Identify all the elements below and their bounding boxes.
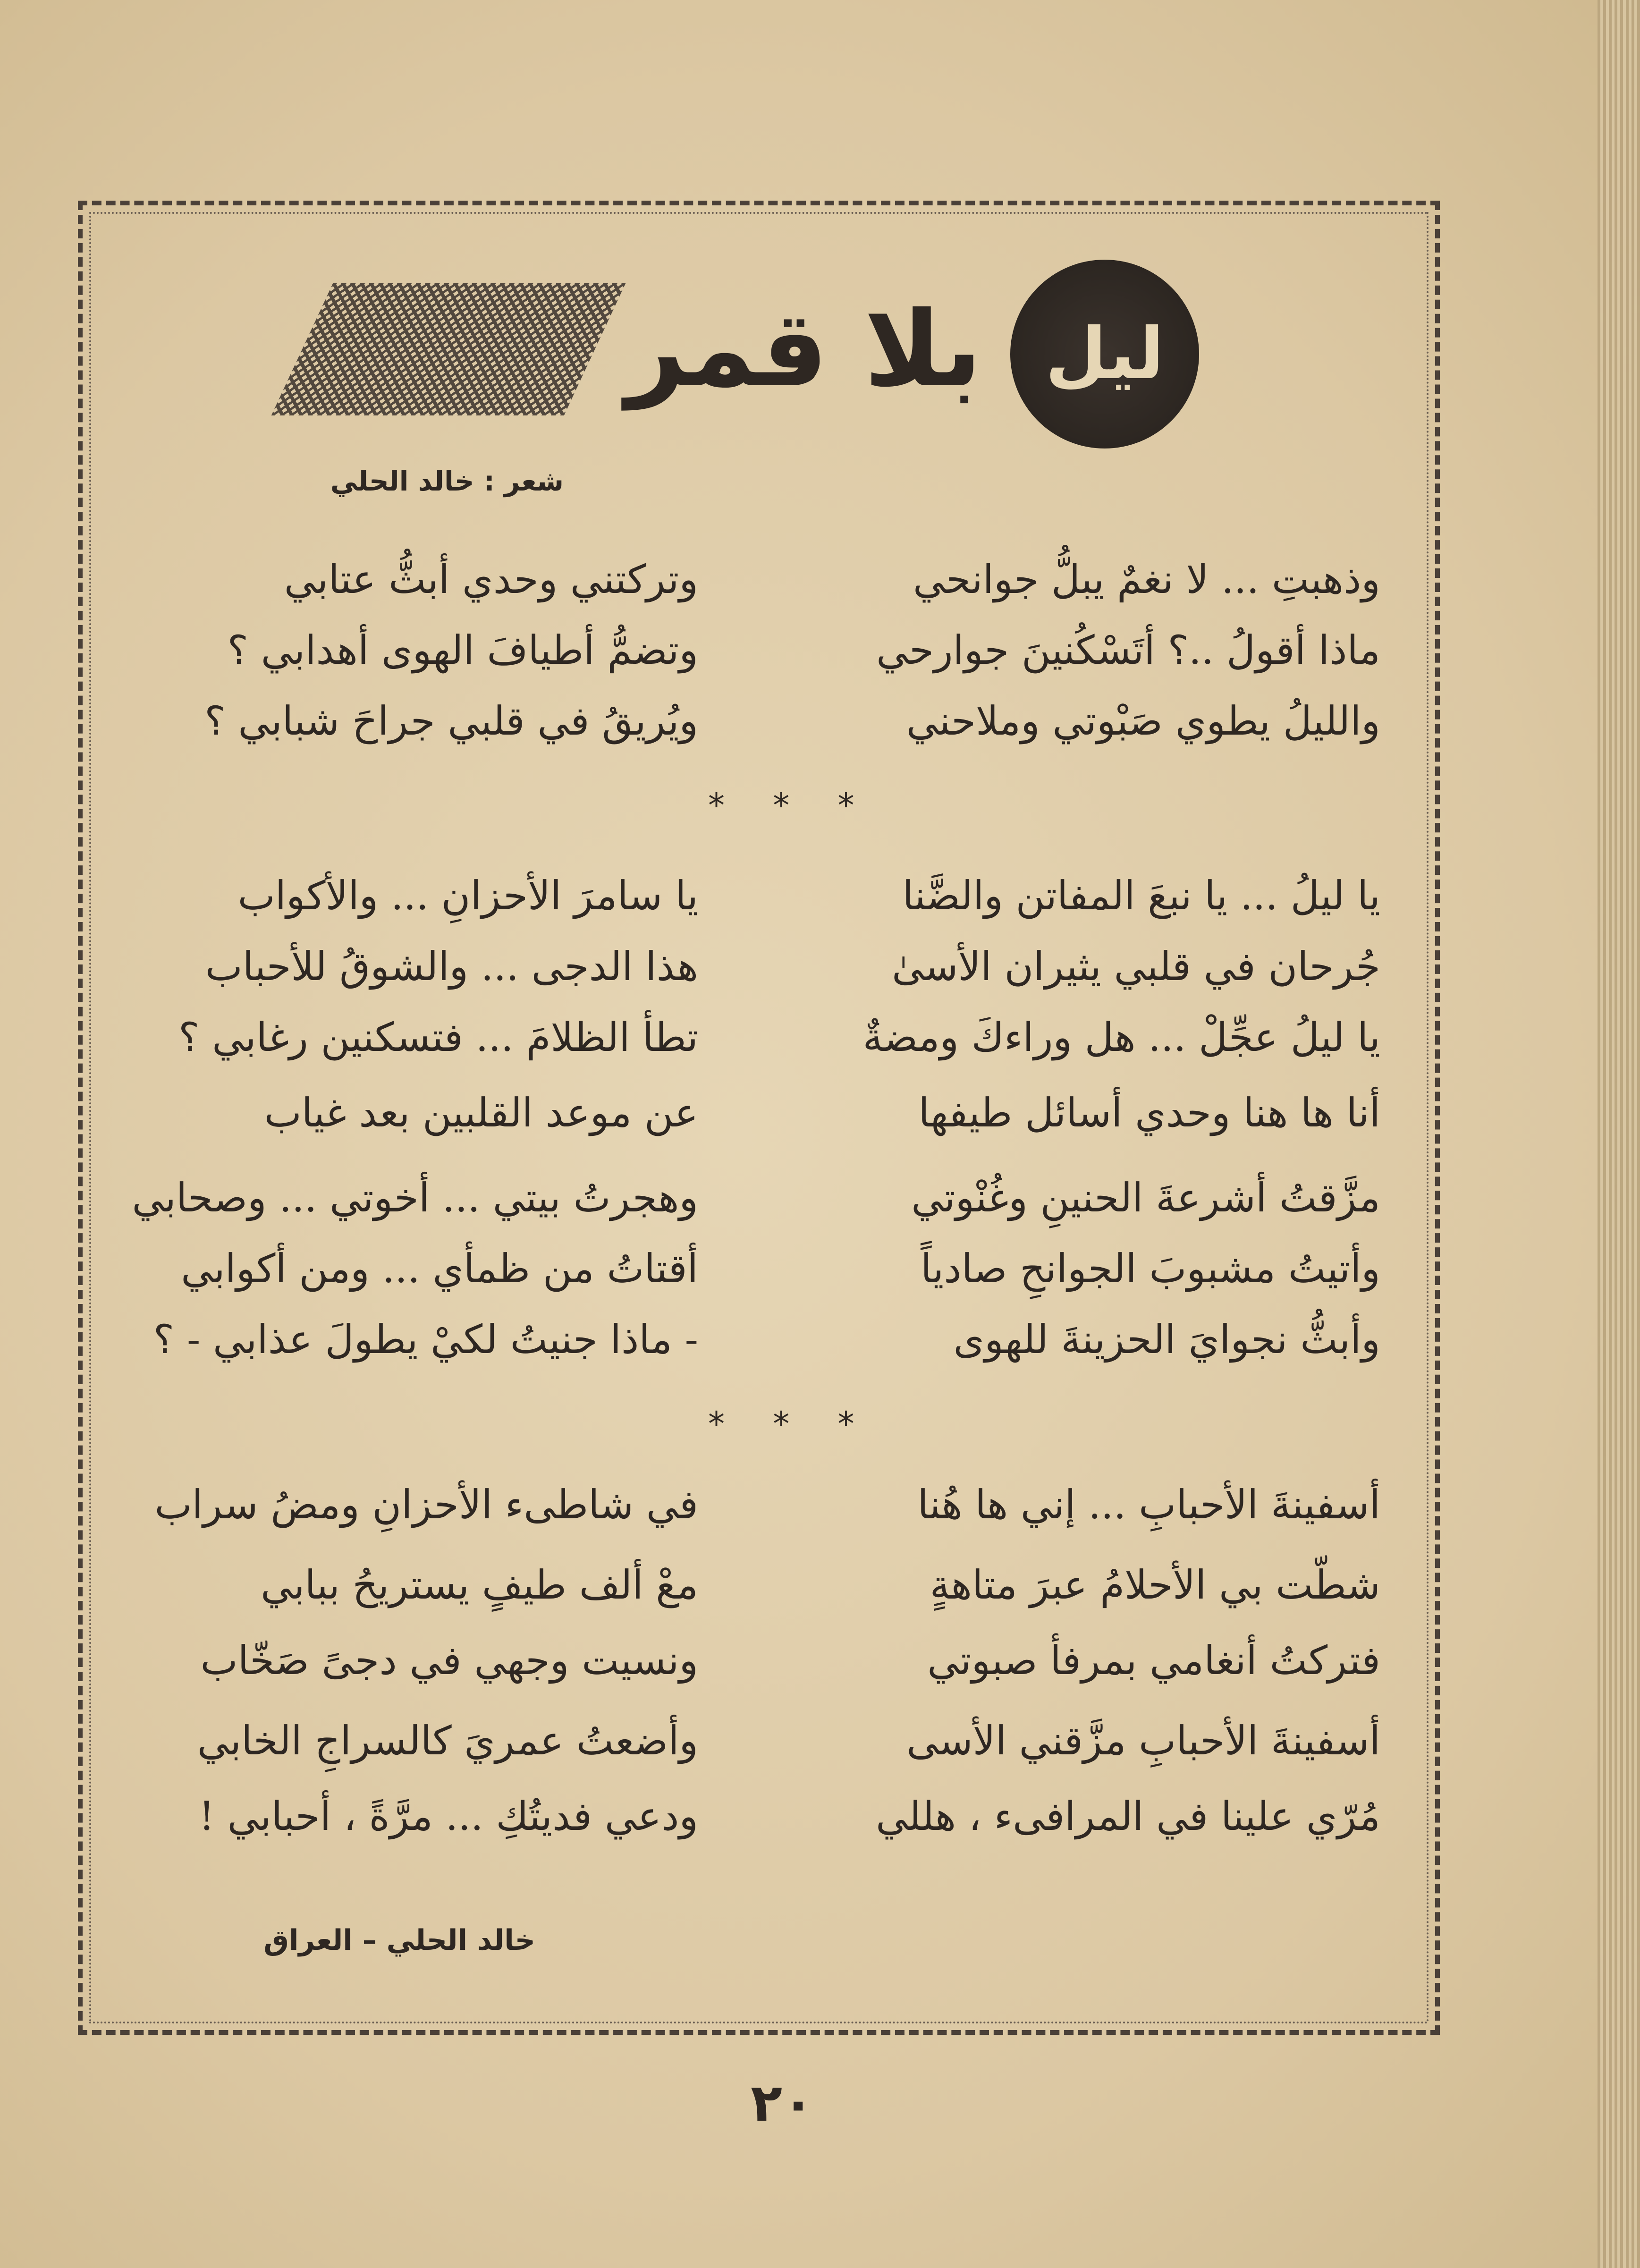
stanza-separator: * * *	[708, 1405, 873, 1443]
verse-line: يا ليلُ عجِّلْ ... هل وراءكَ ومضةٌ	[862, 1014, 1380, 1060]
verse-line: ويُريقُ في قلبي جراحَ شبابي ؟	[204, 698, 698, 744]
verse-line: ماذا أقولُ ..؟ أتَسْكُنينَ جوارحي	[876, 627, 1380, 673]
verse-line: شطّت بي الأحلامُ عبرَ متاهةٍ	[930, 1562, 1380, 1608]
verse-line: تطأ الظلامَ ... فتسكنين رغابي ؟	[178, 1014, 698, 1060]
title-emblem: ليل	[1010, 260, 1199, 449]
poem-signature: خالد الحلي – العراق	[263, 1924, 535, 1957]
verse-line: وأتيتُ مشبوبَ الجوانحِ صادياً	[921, 1245, 1380, 1292]
verse-line: وتضمُّ أطيافَ الهوى أهدابي ؟	[227, 627, 698, 673]
verse-line: وتركتني وحدي أبثُّ عتابي	[284, 556, 698, 602]
verse-line: وأضعتُ عمريَ كالسراجِ الخابي	[197, 1718, 698, 1764]
verse-line: أسفينةَ الأحبابِ ... إني ها هُنا	[917, 1481, 1380, 1528]
verse-line: أقتاتُ من ظمأي ... ومن أكوابي	[181, 1245, 698, 1292]
poem-byline: شعر : خالد الحلي	[330, 465, 564, 497]
poem-title-header	[302, 245, 1199, 444]
verse-line: يا ليلُ ... يا نبعَ المفاتن والضَّنا	[902, 872, 1380, 919]
verse-line: عن موعد القلبين بعد غياب	[264, 1090, 698, 1136]
verse-line: أسفينةَ الأحبابِ مزَّقني الأسى	[906, 1718, 1380, 1764]
verse-line: والليلُ يطوي صَبْوتي وملاحني	[906, 698, 1380, 744]
verse-line: مُرّي علينا في المرافىء ، هللي	[876, 1793, 1380, 1839]
title-hatch-decoration	[271, 283, 626, 415]
verse-line: جُرحان في قلبي يثيران الأسىٰ	[892, 943, 1380, 990]
verse-line: وهجرتُ بيتي ... أخوتي ... وصحابي	[132, 1175, 698, 1221]
stanza-separator: * * *	[708, 786, 873, 825]
verse-line: يا سامرَ الأحزانِ ... والأكواب	[237, 872, 698, 919]
verse-line: - ماذا جنيتُ لكيْ يطولَ عذابي - ؟	[153, 1316, 698, 1362]
verse-line: ونسيت وجهي في دجىً صَخّاب	[200, 1637, 698, 1684]
verse-line: معْ ألف طيفٍ يستريحُ ببابي	[261, 1562, 698, 1608]
verse-line: مزَّقتُ أشرعةَ الحنينِ وغُنْوتي	[911, 1175, 1380, 1221]
verse-line: وأبثُّ نجوايَ الحزينةَ للهوى	[953, 1316, 1380, 1362]
page-edge	[1598, 0, 1640, 2268]
verse-line: وذهبتِ ... لا نغمٌ يبلُّ جوانحي	[913, 556, 1380, 602]
verse-line: في شاطىء الأحزانِ ومضُ سراب	[154, 1481, 698, 1528]
verse-line: أنا ها هنا وحدي أسائل طيفها	[918, 1090, 1380, 1136]
verse-line: ودعي فديتُكِ ... مرَّةً ، أحبابي !	[199, 1793, 698, 1839]
verse-line: فتركتُ أنغامي بمرفأ صبوتي	[927, 1637, 1380, 1684]
title-text: بلا قمر	[626, 289, 982, 410]
page-number: ٢٠	[751, 2073, 814, 2133]
verse-line: هذا الدجى ... والشوقُ للأحباب	[205, 943, 698, 990]
